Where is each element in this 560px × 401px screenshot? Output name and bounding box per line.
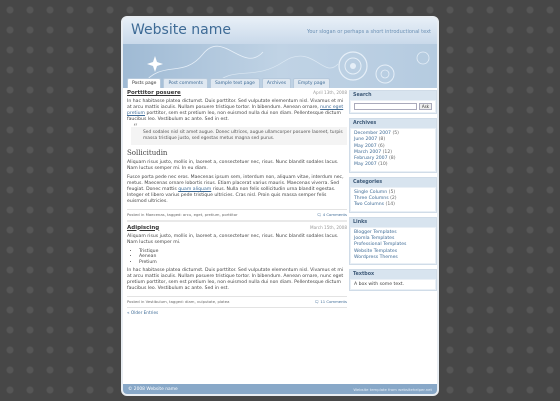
textbox-content: A box with some text. [351, 280, 435, 289]
archive-count: (12) [382, 149, 393, 155]
site-container [121, 16, 439, 396]
archive-label[interactable]: May 2007 [354, 143, 377, 149]
bullet-list [139, 249, 347, 266]
archive-label[interactable]: February 2007 [354, 156, 388, 162]
categories-list [354, 190, 432, 209]
post-paragraph: In hac habitasse platea dictumst. Duis porttitor. Sed vulputate elementum nisl. Vivamus et mi at arcu mattis iaculis. Nullam posuere tristique tortor. In bibendum. Aenean ornare, nunc eget pretium porttitor, sem est pretium leo, non euismod nulla dui non diam. Pellentesque dictum faucibus leo. Vestibulum ac ante. Sed in est. [127, 268, 344, 292]
archive-count: (10) [378, 162, 388, 168]
post-categories-tags[interactable]: Posted in Maecenas, tagged: arcu, eget, pretium, porttitor [127, 211, 238, 217]
textbox-heading: Textbox [350, 270, 436, 279]
older-entries-link[interactable]: « Older Entries [127, 307, 347, 315]
archives-list [354, 131, 432, 169]
tab-sample-text-page[interactable]: Sample text page [210, 78, 260, 88]
site-slogan: Your slogan or perhaps a short introductional text [306, 29, 431, 35]
post-text: Fusce porta pede nec eros. Maecenas ipsum sem, interdum non, aliquam vitae, interdum nec, metus. Maecenas ornare lobortis risus. Etiam placerat varius mauris. Maecenas viverra. Sed feugiat. Donec mattis [127, 174, 344, 192]
links-heading: Links [350, 218, 436, 227]
archives-inner [351, 129, 435, 171]
archives-heading: Archives [350, 119, 436, 128]
category-label[interactable]: Three Columns [354, 196, 389, 202]
list-item: • Pretium [139, 260, 347, 266]
post-date: March 15th, 2008 [309, 224, 347, 230]
post-inline-link[interactable]: quam aliquam [178, 186, 212, 192]
archive-label[interactable]: December 2007 [354, 131, 391, 136]
post-paragraph [127, 175, 347, 205]
blogroll-link[interactable]: Joomla Templates [354, 235, 395, 241]
post-separator [127, 220, 347, 222]
archive-label[interactable]: March 2007 [354, 149, 382, 155]
archive-count: (8) [378, 137, 386, 143]
search-heading: Search [350, 91, 436, 100]
blockquote: “ Sed sodales nisl sit amet augue. Donec ultrices, augue ullamcorper posuere laoreet, turpis massa tristique justo, sed egestas metus magna sed purus. [131, 127, 347, 145]
category-count: (5) [388, 189, 396, 195]
category-label[interactable]: Single Column [354, 189, 388, 195]
archive-count: (8) [388, 156, 396, 162]
list-item: • Tristique [139, 249, 347, 255]
tab-posts-page[interactable]: Posts page [127, 78, 161, 88]
textbox-widget [349, 269, 437, 291]
nav-tabs [127, 78, 330, 88]
footer-credit[interactable]: Website template from websitehelper.net [353, 387, 432, 392]
categories-heading: Categories [350, 178, 436, 187]
blogroll-link[interactable]: Professional Templates [354, 242, 407, 248]
post-meta [127, 209, 347, 217]
blogroll-link[interactable]: Website Templates [354, 248, 398, 254]
footer-copyright: © 2008 Website name [128, 387, 178, 392]
list-item: • Aenean [139, 254, 347, 260]
main-content [127, 90, 347, 380]
category-item[interactable] [354, 202, 432, 208]
archive-label[interactable]: May 2007 [354, 162, 377, 168]
category-count: (14) [385, 202, 395, 208]
archive-count: (6) [378, 143, 385, 149]
post-date: April 13th, 2008 [313, 90, 347, 95]
post-title[interactable]: Adipiscing [127, 224, 160, 231]
comments-count: 4 Comments [322, 211, 347, 217]
archive-label[interactable]: June 2007 [354, 137, 378, 143]
links-box [349, 217, 437, 265]
sidebar [349, 90, 437, 380]
comments-count: 11 Comments [320, 299, 347, 305]
links-list [354, 230, 432, 261]
post [127, 90, 347, 217]
post-paragraph: Aliquam risus justo, mollis in, laoreet a, consectetuer nec, risus. Nunc blandit sodales lacus. Nam luctus semper mi. In eu diam. [127, 159, 339, 171]
post-inline-link[interactable]: nunc eget pretium [127, 105, 344, 116]
site-name[interactable]: Website name [131, 22, 231, 38]
comment-icon: 🗨 [314, 299, 320, 305]
archive-count: (5) [392, 131, 399, 136]
archive-item[interactable] [354, 162, 432, 168]
categories-inner [351, 188, 435, 211]
post-text: In hac habitasse platea dictumst. Duis porttitor. Sed vulputate elementum nisl. Vivamus et mi at arcu mattis iaculis. Nullam posuere tristique tortor. In bibendum. Aenean ornare, [127, 99, 344, 110]
post-subheading: Sollicitudin [127, 148, 168, 157]
post-text: risus. Nulla non felis sollicitudin urna blandit egestas. Integer et libero varius pede tristique ultricies. Cras nisl. Proin quis massa semper felis euismod ultricies. [127, 186, 336, 204]
blogroll-link[interactable]: Wordpress Themes [354, 254, 398, 260]
header [123, 18, 437, 44]
post-paragraph [127, 99, 347, 123]
blogroll-link[interactable]: Blogger Templates [354, 229, 397, 235]
post-paragraph: Aliquam risus justo, mollis in, laoreet a, consectetuer nec, risus. Nunc blandit sodales lacus. Nam luctus semper mi. [127, 233, 339, 245]
comment-icon: 🗨 [316, 211, 322, 217]
tab-archives[interactable]: Archives [262, 78, 291, 88]
archives-box [349, 118, 437, 173]
comments-link[interactable] [317, 212, 347, 217]
post-text: porttitor, sem est pretium leo, non euismod nulla dui non diam. Pellentesque dictum faucibus leo. Vestibulum ac ante. Sed in est. [127, 111, 341, 122]
post-title[interactable]: Porttitor posuere [127, 90, 181, 96]
tab-empty-page[interactable]: Empty page [293, 78, 330, 88]
search-button[interactable]: Ask [419, 103, 432, 110]
footer [123, 384, 437, 396]
category-count: (2) [390, 196, 397, 202]
categories-box [349, 177, 437, 213]
search-box [349, 90, 437, 114]
search-input[interactable] [354, 103, 417, 110]
comments-link[interactable] [314, 299, 347, 304]
links-inner [351, 228, 435, 263]
post [127, 225, 347, 305]
post-meta [127, 296, 347, 304]
category-label[interactable]: Two Columns [354, 202, 385, 208]
post-categories-tags[interactable]: Posted in Vestibulum, tagged: diam, vulputate, platea [127, 299, 230, 305]
tab-post-comments[interactable]: Post comments [163, 78, 208, 88]
search-row [351, 101, 435, 112]
